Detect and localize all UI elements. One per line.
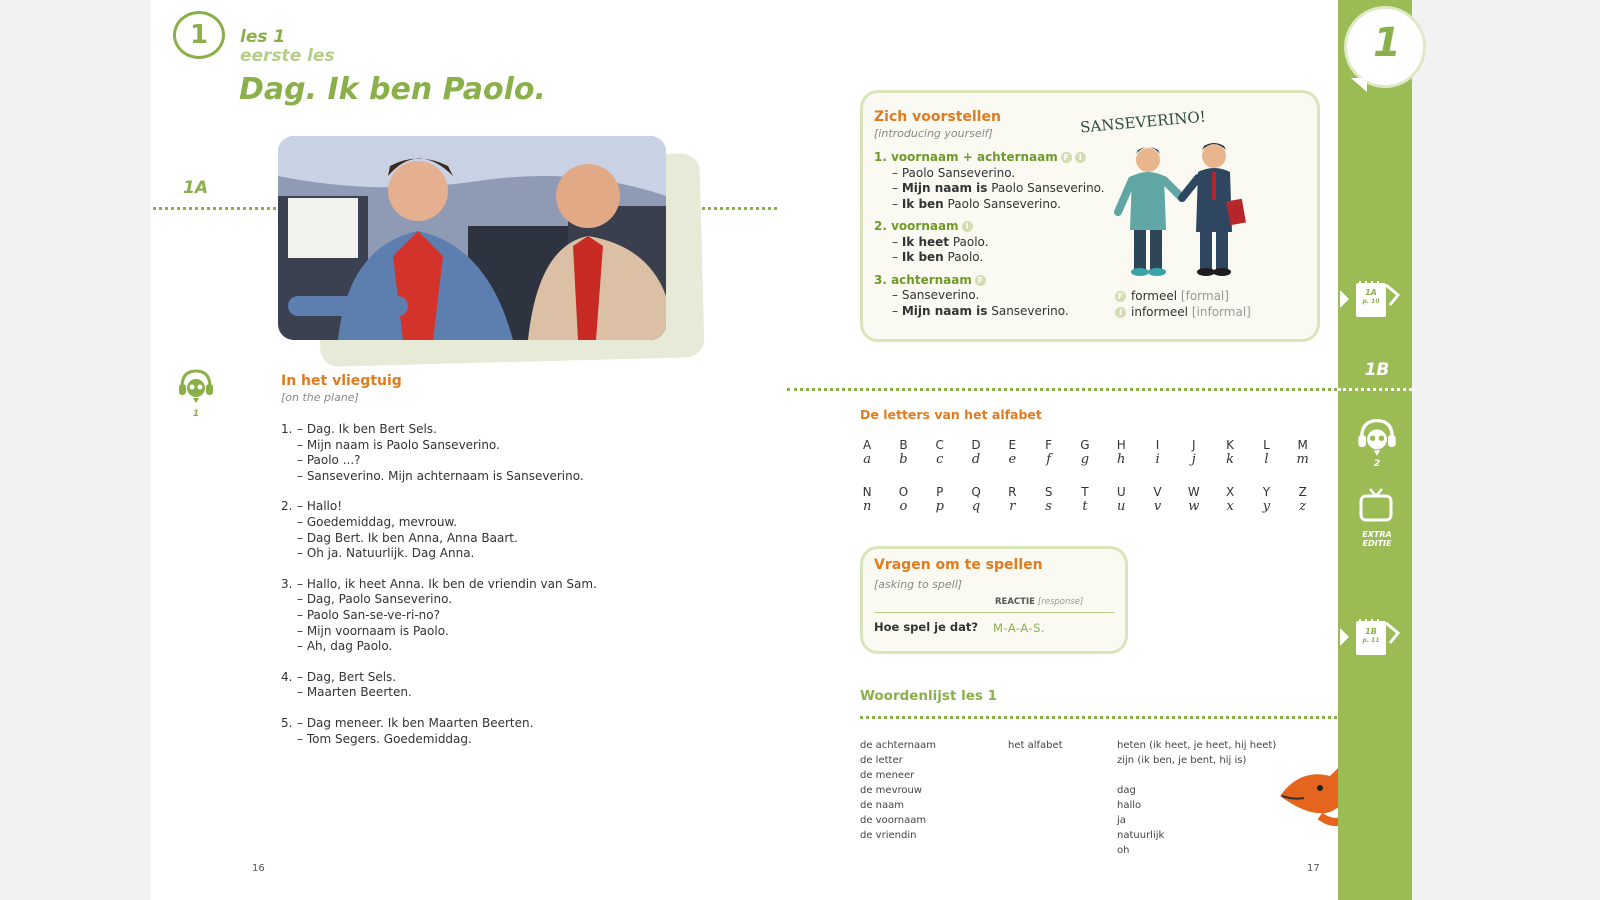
formal-badge-icon: F <box>1115 291 1126 302</box>
uppercase-letter: V <box>1153 485 1162 499</box>
sidebar-section-1b: 1B <box>1364 360 1390 380</box>
lesson-label: les 1 <box>240 27 286 47</box>
sidebar-pointer <box>1340 628 1349 646</box>
informal-badge-icon: I <box>962 221 973 232</box>
section-1a-label: 1A <box>183 178 208 198</box>
tv-icon-svg <box>1358 487 1394 523</box>
intro-item <box>874 150 1114 212</box>
intro-example-line <box>874 166 1114 182</box>
legend-gloss: [informal] <box>1191 304 1251 319</box>
section-divider <box>702 207 777 210</box>
intro-example-rest: Sanseverino. <box>987 303 1069 318</box>
dialog-line-text: – Maarten Beerten. <box>297 685 412 700</box>
lowercase-letter: l <box>1264 452 1269 467</box>
uppercase-letter: L <box>1263 438 1270 452</box>
intro-example-bold: Ik ben <box>901 250 944 264</box>
intro-item <box>874 273 1114 320</box>
uppercase-letter: G <box>1080 438 1090 452</box>
alphabet-row <box>849 452 1329 467</box>
lowercase-letter: x <box>1226 499 1234 514</box>
dash: – <box>892 250 902 264</box>
section-divider <box>153 207 276 210</box>
headphones-icon[interactable] <box>176 365 216 405</box>
informal-badge-icon: I <box>1115 307 1126 318</box>
legend-word: informeel <box>1131 304 1189 319</box>
dash: – <box>892 303 902 318</box>
spell-col-header <box>995 597 1083 607</box>
spell-answer: M-A-A-S. <box>993 621 1046 635</box>
handshake-illustration <box>1110 140 1260 280</box>
lowercase-letter: r <box>1009 499 1016 514</box>
sidebar-headphones-icon[interactable] <box>1355 414 1399 458</box>
lowercase-letter: k <box>1226 452 1235 467</box>
page-number-right: 17 <box>1307 863 1320 874</box>
uppercase-letter: E <box>1008 438 1017 452</box>
wordlist-entry: oh <box>1117 845 1130 856</box>
alphabet-block <box>849 438 1329 467</box>
dialog-line <box>281 577 611 593</box>
uppercase-letter: N <box>862 485 872 499</box>
lowercase-letter: i <box>1155 452 1160 467</box>
uppercase-letter: F <box>1045 438 1053 452</box>
dialog-group <box>281 422 611 484</box>
dialog-line <box>281 469 611 485</box>
lowercase-letter: u <box>1117 499 1126 514</box>
alphabet-title: De letters van het alfabet <box>860 407 1042 422</box>
legend-gloss: [formal] <box>1180 289 1229 303</box>
dialog-line <box>281 499 611 515</box>
lowercase-letter: o <box>899 499 908 514</box>
formal-badge-icon: F <box>1061 152 1072 163</box>
uppercase-letter: C <box>935 438 944 452</box>
intro-example-line <box>874 181 1114 197</box>
intro-example-bold: Mijn naam is <box>901 181 988 195</box>
lowercase-letter: j <box>1191 452 1196 467</box>
intro-item <box>874 219 1114 266</box>
wordlist-column-het <box>1008 738 1063 753</box>
dialog-line-text: – Goedemiddag, mevrouw. <box>297 514 458 529</box>
sidebar-divider <box>1338 388 1412 391</box>
intro-example-bold: Mijn naam is <box>901 303 988 318</box>
handshake-svg <box>1110 140 1260 280</box>
wordlist-entry: de letter <box>860 755 903 766</box>
lesson-number: 1 <box>189 20 209 50</box>
wordlist-title: Woordenlijst les 1 <box>860 688 998 704</box>
dialog-group <box>281 716 611 747</box>
dialog-line <box>281 422 611 438</box>
tv-icon[interactable] <box>1358 487 1394 523</box>
dialog-line-text: – Dag, Bert Sels. <box>297 669 397 684</box>
informal-badge-icon: I <box>1075 152 1086 163</box>
legend-line <box>1115 305 1251 321</box>
intro-example-rest: Paolo Sanseverino. <box>901 165 1016 180</box>
illustration-caption: SANSEVERINO! <box>1079 107 1207 137</box>
dialog-line-text: – Mijn voornaam is Paolo. <box>297 623 449 638</box>
dialog-line <box>281 608 611 624</box>
alphabet-row <box>849 485 1329 499</box>
dialog-number: 2. <box>281 499 293 514</box>
alphabet-row <box>849 499 1329 514</box>
lowercase-letter: s <box>1045 499 1052 514</box>
dialog-line <box>281 531 611 547</box>
dialog-line-text: – Mijn naam is Paolo Sanseverino. <box>297 437 500 452</box>
uppercase-letter: U <box>1116 485 1126 499</box>
dialog-line <box>281 685 611 701</box>
dialog-number: 3. <box>281 576 293 591</box>
uppercase-letter: Y <box>1262 485 1271 499</box>
dialog-group <box>281 577 611 655</box>
intro-example-rest: Paolo Sanseverino. <box>943 196 1061 211</box>
spell-box-title: Vragen om te spellen <box>874 557 1043 573</box>
sidebar-audio-track: 2 <box>1373 459 1381 469</box>
dialog-line-text: – Dag Bert. Ik ben Anna, Anna Baart. <box>297 530 518 545</box>
lowercase-letter: c <box>936 452 944 467</box>
dialog-line <box>281 438 611 454</box>
dialog-line-text: – Hallo, ik heet Anna. Ik ben de vriendin van Sam. <box>297 576 597 591</box>
photo-illustration <box>278 136 666 340</box>
dialog-line <box>281 592 611 608</box>
intro-item-head-text: 1. voornaam + achternaam <box>874 150 1058 164</box>
dialog-group <box>281 499 611 561</box>
lowercase-letter: t <box>1082 499 1088 514</box>
uppercase-letter: S <box>1044 485 1053 499</box>
dialog-number: 1. <box>281 422 293 436</box>
uppercase-letter: T <box>1081 485 1089 499</box>
dialog-text <box>281 422 611 762</box>
lowercase-letter: q <box>971 499 981 514</box>
uppercase-letter: X <box>1226 485 1235 499</box>
uppercase-letter: Q <box>971 485 981 499</box>
intro-item-head <box>874 273 1114 289</box>
headphones-icon-svg <box>176 365 216 405</box>
intro-item-head-text: 2. voornaam <box>874 219 959 233</box>
spell-question: Hoe spel je dat? <box>874 620 979 634</box>
intro-item-head-text: 3. achternaam <box>874 272 972 287</box>
spell-col-header-gloss: [response] <box>1037 597 1084 607</box>
wordlist-entry: het alfabet <box>1008 740 1063 751</box>
dialog-line <box>281 453 611 469</box>
spell-col-header-label: REACTIE <box>995 597 1035 607</box>
lowercase-letter: z <box>1299 499 1307 514</box>
dialog-number: 5. <box>281 715 293 730</box>
sidebar-pointer <box>1340 290 1349 308</box>
workbook-ref-1b-label: 1B <box>1365 627 1377 636</box>
intro-example-line <box>874 235 1114 251</box>
legend-word: formeel <box>1131 289 1178 303</box>
lowercase-letter: h <box>1117 452 1126 467</box>
lowercase-letter: w <box>1188 499 1200 514</box>
wordlist-entry: dag <box>1117 785 1136 796</box>
dialog-line <box>281 732 611 748</box>
alphabet-table <box>849 438 1329 514</box>
wordlist-entry: ja <box>1117 815 1126 826</box>
uppercase-letter: P <box>936 485 944 499</box>
dialog-line <box>281 624 611 640</box>
intro-example-rest: Sanseverino. <box>901 288 980 302</box>
dialog-line-text: – Dag. Ik ben Bert Sels. <box>297 422 437 436</box>
intro-items <box>874 150 1114 326</box>
uppercase-letter: K <box>1226 438 1235 452</box>
lowercase-letter: e <box>1008 452 1017 467</box>
headphones-icon <box>1355 414 1399 458</box>
workbook-ref-1b-page: p. 11 <box>1362 637 1380 644</box>
workbook-ref-1a-label: 1A <box>1365 288 1377 297</box>
audio-track-number: 1 <box>192 409 200 419</box>
spell-box-subtitle: [asking to spell] <box>874 578 963 591</box>
lowercase-letter: b <box>899 452 908 467</box>
wordlist-entry: de mevrouw <box>860 785 923 796</box>
uppercase-letter: W <box>1187 485 1200 499</box>
spell-divider <box>874 612 1114 613</box>
dash: – <box>892 196 902 211</box>
intro-box-title: Zich voorstellen <box>874 109 1001 125</box>
intro-item-head <box>874 219 1114 235</box>
dialog-number: 4. <box>281 669 293 684</box>
fox-illustration <box>1280 756 1338 828</box>
dialog-group <box>281 670 611 701</box>
dash: – <box>892 181 902 195</box>
intro-box-subtitle: [introducing yourself] <box>874 127 993 140</box>
dialog-line <box>281 546 611 562</box>
intro-example-line <box>874 288 1114 304</box>
uppercase-letter: M <box>1297 438 1308 452</box>
lesson-subtitle: eerste les <box>240 46 335 66</box>
alphabet-block <box>849 485 1329 514</box>
lowercase-letter: p <box>935 499 944 514</box>
dash: – <box>892 165 902 180</box>
lowercase-letter: a <box>863 452 872 467</box>
page-number-left: 16 <box>252 863 265 874</box>
workbook-ref-1a-page: p. 10 <box>1362 298 1380 305</box>
uppercase-letter: A <box>863 438 872 452</box>
lowercase-letter: y <box>1262 499 1271 514</box>
lesson-number-badge <box>173 11 225 59</box>
wordlist-entry: de naam <box>860 800 905 811</box>
sidebar-extra-editie[interactable]: EXTRA EDITIE <box>1362 530 1392 548</box>
intro-item-head <box>874 150 1114 166</box>
wordlist-entry: de voornaam <box>860 815 927 826</box>
fox-svg <box>1280 756 1338 828</box>
dialog-subtitle: [on the plane] <box>281 391 359 404</box>
uppercase-letter: Z <box>1298 485 1307 499</box>
dash: – <box>892 234 902 249</box>
dialog-line <box>281 639 611 655</box>
dash: – <box>892 288 902 302</box>
dialog-line-text: – Oh ja. Natuurlijk. Dag Anna. <box>297 546 475 561</box>
wordlist-entry: natuurlijk <box>1117 830 1165 841</box>
uppercase-letter: D <box>971 438 981 452</box>
uppercase-letter: I <box>1155 438 1160 452</box>
lesson-title: Dag. Ik ben Paolo. <box>239 72 546 107</box>
dialog-line-text: – Ah, dag Paolo. <box>297 639 393 654</box>
uppercase-letter: O <box>898 485 909 499</box>
wordlist-entry: hallo <box>1117 800 1142 811</box>
intro-example-bold: Ik ben <box>901 196 944 211</box>
uppercase-letter: B <box>899 438 908 452</box>
sidebar-bubble-tail <box>1351 78 1367 92</box>
lowercase-letter: n <box>862 499 872 514</box>
wordlist-column-verbs <box>1117 738 1276 858</box>
register-legend <box>1115 289 1251 320</box>
dialog-title: In het vliegtuig <box>281 373 402 389</box>
wordlist-entry: de achternaam <box>860 740 936 751</box>
intro-example-rest: Paolo. <box>943 250 984 264</box>
lowercase-letter: f <box>1046 452 1052 467</box>
uppercase-letter: R <box>1008 485 1017 499</box>
dialog-line-text: – Dag meneer. Ik ben Maarten Beerten. <box>297 715 534 730</box>
wordlist-entry: zijn (ik ben, je bent, hij is) <box>1117 755 1247 766</box>
legend-line <box>1115 289 1251 305</box>
wordlist-column-nouns <box>860 738 936 843</box>
uppercase-letter: H <box>1116 438 1126 452</box>
uppercase-letter: J <box>1192 438 1196 452</box>
dialog-line-text: – Sanseverino. Mijn achternaam is Sanseverino. <box>297 468 584 483</box>
dialog-line <box>281 515 611 531</box>
lowercase-letter: g <box>1080 452 1090 467</box>
wordlist-entry: heten (ik heet, je heet, hij heet) <box>1117 740 1277 751</box>
intro-example-line <box>874 250 1114 266</box>
dialog-line-text: – Hallo! <box>297 499 343 514</box>
section-divider <box>787 388 1337 391</box>
dialog-line <box>281 716 611 732</box>
wordlist-entry: de meneer <box>860 770 915 781</box>
wordlist-entry: de vriendin <box>860 830 917 841</box>
intro-example-line <box>874 197 1114 213</box>
intro-example-rest: Paolo. <box>949 234 989 249</box>
wordlist-divider <box>860 716 1337 719</box>
intro-example-line <box>874 304 1114 320</box>
dialog-line-text: – Dag, Paolo Sanseverino. <box>297 592 453 607</box>
photo-plane-passengers <box>278 136 666 340</box>
dialog-line-text: – Paolo San-se-ve-ri-no? <box>297 607 440 622</box>
intro-example-rest: Paolo Sanseverino. <box>987 181 1105 195</box>
formal-badge-icon: F <box>975 275 986 286</box>
lowercase-letter: d <box>971 452 981 467</box>
dialog-line-text: – Paolo ...? <box>297 453 361 468</box>
dialog-line <box>281 670 611 686</box>
intro-example-bold: Ik heet <box>901 234 950 249</box>
lowercase-letter: v <box>1153 499 1162 514</box>
alphabet-row <box>849 438 1329 452</box>
wordlist-entry <box>1117 768 1276 783</box>
dialog-line-text: – Tom Segers. Goedemiddag. <box>297 731 472 746</box>
lowercase-letter: m <box>1296 452 1309 467</box>
sidebar-lesson-number: 1 <box>1373 20 1401 66</box>
